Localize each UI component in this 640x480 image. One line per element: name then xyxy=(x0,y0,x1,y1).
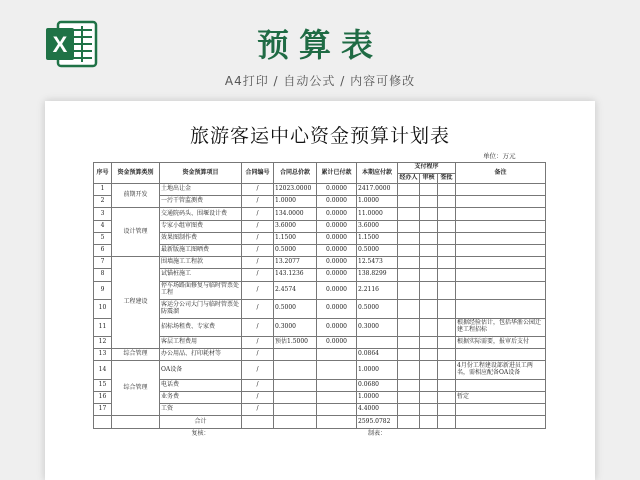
cell-due: 0.5000 xyxy=(357,300,398,319)
table-row xyxy=(94,361,546,380)
cell-total xyxy=(274,361,317,380)
cell-remark xyxy=(456,404,546,416)
logo-letter: X xyxy=(52,32,68,57)
table-row xyxy=(94,244,546,256)
table-row xyxy=(94,300,546,319)
table-row xyxy=(94,208,546,220)
cell-contract-no: / xyxy=(242,269,274,281)
cell-paid: 0.0000 xyxy=(317,220,357,232)
cell-contract-no: / xyxy=(242,349,274,361)
cell-total: 1.1500 xyxy=(274,232,317,244)
cell-due: 1.0000 xyxy=(357,361,398,380)
signature-row xyxy=(94,428,546,440)
cell-item: 围墙施工工程款 xyxy=(160,257,242,269)
table-row xyxy=(94,220,546,232)
total-label: 合计 xyxy=(160,416,242,428)
table-row xyxy=(94,392,546,404)
cell-remark: 4月份工程建设部新进员工两名，需相应配备OA设备 xyxy=(456,361,546,380)
cell-paid: 0.0000 xyxy=(317,232,357,244)
cell-seq: 4 xyxy=(94,220,112,232)
cell-remark: 根据经验估计，包括华浙公园迁建工程招标 xyxy=(456,318,546,337)
cell-remark xyxy=(456,379,546,391)
cell-item: 电话费 xyxy=(160,379,242,391)
header-seq: 序号 xyxy=(94,163,112,184)
cell-item: 停车场路面修复与临时管票处工程 xyxy=(160,281,242,300)
header-item: 资金预算项目 xyxy=(160,163,242,184)
total-value: 2595.0782 xyxy=(357,416,398,428)
cell-contract-no: / xyxy=(242,220,274,232)
cell-total xyxy=(274,349,317,361)
cell-contract-no: / xyxy=(242,208,274,220)
cell-item: 客运分公司大门与临时管票处防震溜 xyxy=(160,300,242,319)
cell-paid: 0.0000 xyxy=(317,318,357,337)
cell-seq: 8 xyxy=(94,269,112,281)
cell-due: 3.6000 xyxy=(357,220,398,232)
cell-contract-no: / xyxy=(242,361,274,380)
cell-due: 0.3000 xyxy=(357,318,398,337)
cell-remark xyxy=(456,257,546,269)
cell-due: 4.4000 xyxy=(357,404,398,416)
cell-total: 13.2077 xyxy=(274,257,317,269)
cell-remark xyxy=(456,196,546,208)
cell-remark xyxy=(456,349,546,361)
cell-due: 138.8299 xyxy=(357,269,398,281)
unit-label: 单位：万元 xyxy=(483,152,516,160)
cell-total: 0.5000 xyxy=(274,244,317,256)
category-cell: 前期开发 xyxy=(112,184,160,208)
promo-title: 预算表 xyxy=(256,26,383,64)
header-paid: 累计已付款 xyxy=(317,163,357,184)
cell-paid xyxy=(317,349,357,361)
cell-item: 办公用品、打印耗材等 xyxy=(160,349,242,361)
cell-item: 交通院码头、围堰设计费 xyxy=(160,208,242,220)
table-row xyxy=(94,404,546,416)
cell-contract-no: / xyxy=(242,300,274,319)
table-row xyxy=(94,379,546,391)
cell-seq: 13 xyxy=(94,349,112,361)
cell-contract-no: / xyxy=(242,232,274,244)
cell-contract-no: / xyxy=(242,184,274,196)
header-handler: 经办人 xyxy=(398,173,420,184)
cell-seq: 12 xyxy=(94,337,112,349)
cell-seq: 2 xyxy=(94,196,112,208)
table-row xyxy=(94,257,546,269)
cell-contract-no: / xyxy=(242,379,274,391)
cell-item: 招标场租费、专家费 xyxy=(160,318,242,337)
cell-total: 2.4574 xyxy=(274,281,317,300)
cell-paid: 0.0000 xyxy=(317,208,357,220)
cell-due: 0.0680 xyxy=(357,379,398,391)
category-cell: 设计管理 xyxy=(112,208,160,257)
cell-total: 0.3000 xyxy=(274,318,317,337)
cell-remark xyxy=(456,269,546,281)
cell-total: 0.5000 xyxy=(274,300,317,319)
cell-seq: 16 xyxy=(94,392,112,404)
cell-remark: 根据实际需要，报审后支付 xyxy=(456,337,546,349)
cell-paid xyxy=(317,379,357,391)
cell-contract-no: / xyxy=(242,392,274,404)
cell-due: 1.0000 xyxy=(357,392,398,404)
cell-paid: 0.0000 xyxy=(317,257,357,269)
cell-due: 0.0864 xyxy=(357,349,398,361)
promo-subtitle: A4打印 / 自动公式 / 内容可修改 xyxy=(224,74,416,88)
cell-total xyxy=(274,404,317,416)
cell-paid: 0.0000 xyxy=(317,300,357,319)
cell-contract-no: / xyxy=(242,196,274,208)
cell-paid: 0.0000 xyxy=(317,196,357,208)
cell-total: 1.0000 xyxy=(274,196,317,208)
cell-remark xyxy=(456,208,546,220)
cell-seq: 1 xyxy=(94,184,112,196)
cell-seq: 5 xyxy=(94,232,112,244)
cell-seq: 17 xyxy=(94,404,112,416)
header-category: 资金预算类别 xyxy=(112,163,160,184)
table-row xyxy=(94,269,546,281)
cell-paid: 0.0000 xyxy=(317,184,357,196)
cell-item: 专家小组审图费 xyxy=(160,220,242,232)
cell-seq: 15 xyxy=(94,379,112,391)
cell-item: 效果图制作费 xyxy=(160,232,242,244)
cell-total: 12023.0000 xyxy=(274,184,317,196)
category-cell: 综合管理 xyxy=(112,361,160,416)
header-contract-total: 合同总价款 xyxy=(274,163,317,184)
cell-due: 0.5000 xyxy=(357,244,398,256)
cell-paid: 0.0000 xyxy=(317,337,357,349)
cell-total xyxy=(274,392,317,404)
cell-paid xyxy=(317,392,357,404)
cell-remark xyxy=(456,281,546,300)
cell-contract-no: / xyxy=(242,281,274,300)
cell-seq: 10 xyxy=(94,300,112,319)
cell-item: 工资 xyxy=(160,404,242,416)
cell-item: 业务费 xyxy=(160,392,242,404)
cell-seq: 6 xyxy=(94,244,112,256)
table-row xyxy=(94,281,546,300)
table-row xyxy=(94,337,546,349)
table-row xyxy=(94,184,546,196)
cell-contract-no: / xyxy=(242,257,274,269)
table-row xyxy=(94,318,546,337)
cell-total: 预估1.5000 xyxy=(274,337,317,349)
cell-due: 1.0000 xyxy=(357,196,398,208)
cell-item: 最新版施工图晒费 xyxy=(160,244,242,256)
prepare-label: 制表： xyxy=(367,430,386,438)
cell-item: OA设备 xyxy=(160,361,242,380)
cell-paid xyxy=(317,361,357,380)
table-row xyxy=(94,232,546,244)
cell-contract-no: / xyxy=(242,318,274,337)
category-cell: 综合管理 xyxy=(112,349,160,361)
cell-contract-no: / xyxy=(242,244,274,256)
cell-due: 12.5473 xyxy=(357,257,398,269)
cell-remark xyxy=(456,232,546,244)
cell-remark xyxy=(456,220,546,232)
cell-due: 2417.0000 xyxy=(357,184,398,196)
cell-due: 2.2116 xyxy=(357,281,398,300)
header-reviewer: 审核 xyxy=(420,173,438,184)
cell-due xyxy=(357,337,398,349)
cell-paid: 0.0000 xyxy=(317,244,357,256)
cell-contract-no: / xyxy=(242,337,274,349)
cell-remark: 暂定 xyxy=(456,392,546,404)
category-cell: 工程建设 xyxy=(112,257,160,349)
cell-seq: 7 xyxy=(94,257,112,269)
cell-item: 一污干管监测费 xyxy=(160,196,242,208)
cell-paid: 0.0000 xyxy=(317,269,357,281)
sheet-title: 旅游客运中心资金预算计划表 xyxy=(189,125,450,147)
cell-seq: 11 xyxy=(94,318,112,337)
cell-seq: 14 xyxy=(94,361,112,380)
cell-paid: 0.0000 xyxy=(317,281,357,300)
cell-seq: 3 xyxy=(94,208,112,220)
cell-item: 试锚桩施工 xyxy=(160,269,242,281)
header-procedure: 支付程序 xyxy=(398,163,456,174)
cell-due: 11.0000 xyxy=(357,208,398,220)
cell-remark xyxy=(456,244,546,256)
total-row xyxy=(94,416,546,428)
cell-total xyxy=(274,379,317,391)
cell-contract-no: / xyxy=(242,404,274,416)
cell-total: 3.6000 xyxy=(274,220,317,232)
cell-seq: 9 xyxy=(94,281,112,300)
spreadsheet-preview xyxy=(45,101,595,480)
cell-remark xyxy=(456,184,546,196)
cell-item: 客层工程费用 xyxy=(160,337,242,349)
header-approver: 签批 xyxy=(438,173,456,184)
header-contract-no: 合同编号 xyxy=(242,163,274,184)
cell-total: 143.1236 xyxy=(274,269,317,281)
review-label: 复核： xyxy=(191,430,210,438)
cell-remark xyxy=(456,300,546,319)
cell-total: 134.0000 xyxy=(274,208,317,220)
table-row xyxy=(94,349,546,361)
cell-due: 1.1500 xyxy=(357,232,398,244)
header-due: 本期应付款 xyxy=(357,163,398,184)
cell-item: 土地出让金 xyxy=(160,184,242,196)
budget-table xyxy=(93,162,546,440)
table-row xyxy=(94,196,546,208)
cell-paid xyxy=(317,404,357,416)
header-remark: 备注 xyxy=(456,163,546,184)
